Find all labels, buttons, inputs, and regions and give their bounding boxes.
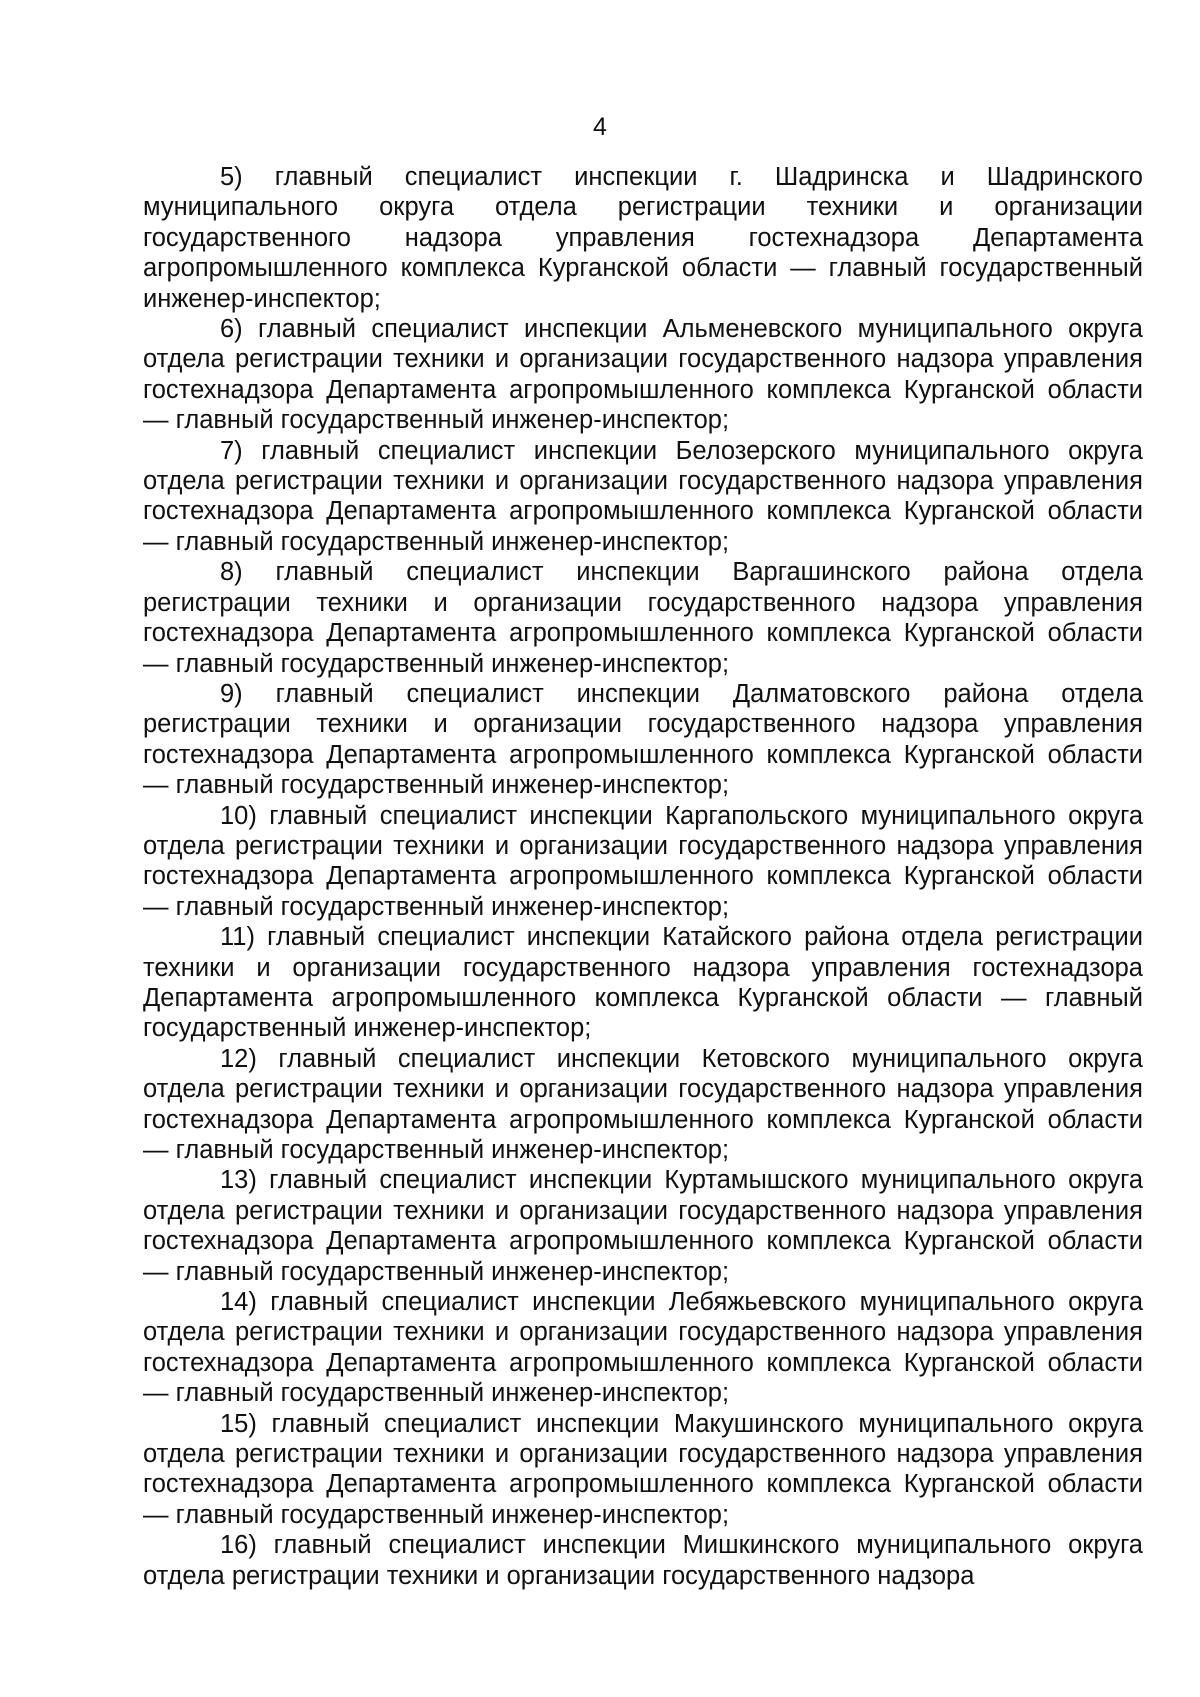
list-item <box>143 1287 1143 1409</box>
list-item-text: главный специалист инспекции Лебяжьевского муниципального округа отдела регистрации техники и организации государственного надзора управления гостехнадзора Департамента агропромышленного комплекса Курганской области — главный государственный инженер-инспектор; <box>143 1288 1143 1408</box>
list-item <box>143 1530 1143 1591</box>
list-item-marker: 12) <box>220 1044 257 1073</box>
list-item <box>143 314 1143 436</box>
list-item <box>143 1044 1143 1166</box>
list-item-text: главный специалист инспекции Макушинского муниципального округа отдела регистрации техники и организации государственного надзора управления гостехнадзора Департамента агропромышленного комплекса Курганской области — главный государственный инженер-инспектор; <box>143 1409 1143 1529</box>
list-item <box>143 557 1143 679</box>
list-item <box>143 679 1143 801</box>
list-item <box>143 436 1143 558</box>
list-item <box>143 922 1143 1044</box>
document-body <box>143 162 1143 1591</box>
list-item-text: главный специалист инспекции Куртамышского муниципального округа отдела регистрации техники и организации государственного надзора управления гостехнадзора Департамента агропромышленного комплекса Курганской области — главный государственный инженер-инспектор; <box>143 1166 1143 1286</box>
list-item-marker: 11) <box>220 923 255 952</box>
list-item-text: главный специалист инспекции Кетовского муниципального округа отдела регистрации техники и организации государственного надзора управления гостехнадзора Департамента агропромышленного комплекса Курганской области — главный государственный инженер-инспектор; <box>143 1044 1143 1164</box>
list-item-text: главный специалист инспекции Варгашинского района отдела регистрации техники и организации государственного надзора управления гостехнадзора Департамента агропромышленного комплекса Курганской области — главный государственный инженер-инспектор; <box>143 558 1143 678</box>
list-item-text: главный специалист инспекции Катайского района отдела регистрации техники и организации государственного надзора управления гостехнадзора Департамента агропромышленного комплекса Курганской области — главный государственный инженер-инспектор; <box>143 923 1143 1043</box>
list-item <box>143 162 1143 314</box>
list-item-marker: 6) <box>220 315 243 344</box>
list-item-marker: 14) <box>220 1288 257 1317</box>
list-item-marker: 5) <box>220 163 243 191</box>
list-item-text: главный специалист инспекции Белозерского муниципального округа отдела регистрации техники и организации государственного надзора управления гостехнадзора Департамента агропромышленного комплекса Курганской области — главный государственный инженер-инспектор; <box>143 436 1143 556</box>
list-item-text: главный специалист инспекции Альменевского муниципального округа отдела регистрации техники и организации государственного надзора управления гостехнадзора Департамента агропромышленного комплекса Курганской области — главный государственный инженер-инспектор; <box>143 315 1143 435</box>
list-item <box>143 1409 1143 1531</box>
list-item-marker: 13) <box>220 1166 257 1195</box>
list-item-marker: 16) <box>220 1531 257 1560</box>
list-item-text: главный специалист инспекции Далматовского района отдела регистрации техники и организации государственного надзора управления гостехнадзора Департамента агропромышленного комплекса Курганской области — главный государственный инженер-инспектор; <box>143 679 1144 800</box>
list-item-text: главный специалист инспекции г. Шадринска и Шадринского муниципального округа отдела регистрации техники и организации государственного надзора управления гостехнадзора Департамента агропромышленного комплекса Курганской области — главный государственный инженер-инспектор; <box>143 163 1143 313</box>
list-item-marker: 7) <box>220 436 243 465</box>
list-item-marker: 15) <box>220 1409 257 1438</box>
list-item-marker: 8) <box>220 558 243 587</box>
page-number: 4 <box>593 113 607 141</box>
list-item <box>143 801 1143 923</box>
list-item-text: главный специалист инспекции Мишкинского муниципального округа отдела регистрации техники и организации государственного надзора <box>143 1531 1143 1590</box>
list-item-marker: 9) <box>220 679 243 708</box>
list-item-marker: 10) <box>220 801 257 830</box>
list-item-text: главный специалист инспекции Каргапольского муниципального округа отдела регистрации техники и организации государственного надзора управления гостехнадзора Департамента агропромышленного комплекса Курганской области — главный государственный инженер-инспектор; <box>143 801 1143 921</box>
list-item <box>143 1165 1143 1287</box>
